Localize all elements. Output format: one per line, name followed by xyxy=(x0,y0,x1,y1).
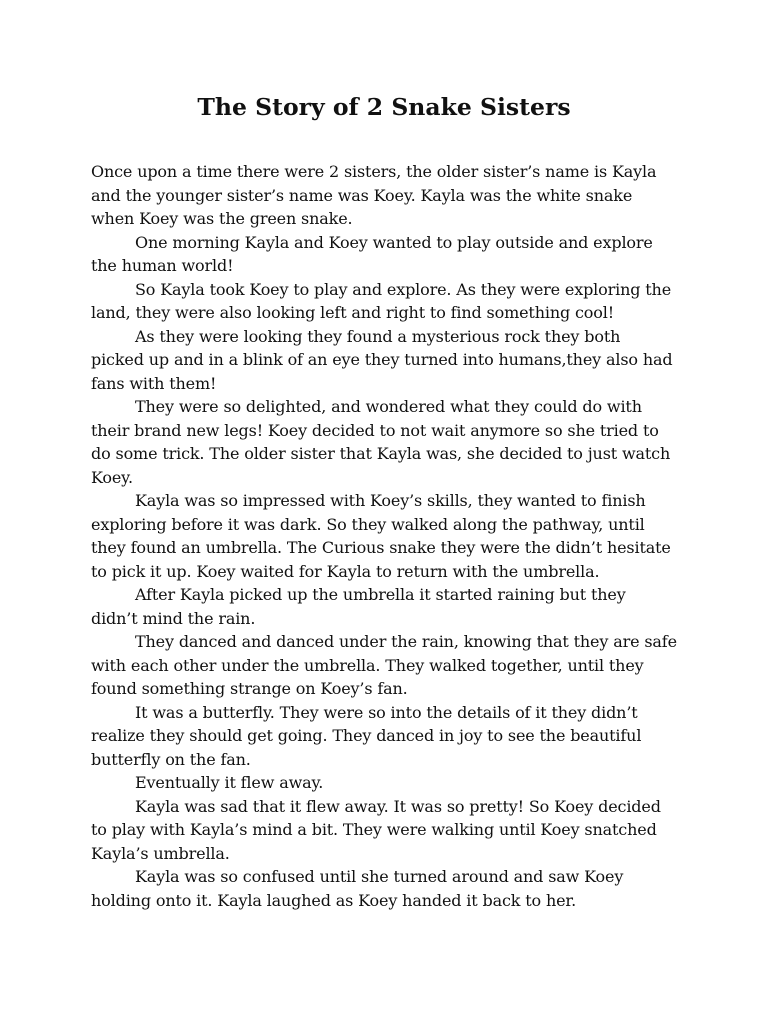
story-paragraph: So Kayla took Koey to play and explore. As they were exploring the land, they were also looking left and right to find something cool! xyxy=(91,279,672,322)
story-paragraph: After Kayla picked up the umbrella it started raining but they didn’t mind the rain. xyxy=(91,585,626,628)
story-paragraph: Kayla was so confused until she turned around and saw Koey holding onto it. Kayla laughed as Koey handed it back to her. xyxy=(91,867,624,910)
story-paragraph: Kayla was so impressed with Koey’s skills, they wanted to finish exploring before it was dark. So they walked along the pathway, until they found an umbrella. The Curious snake they were the didn’t hesitate to pick it up. Koey waited for Kayla to return with the umbrella. xyxy=(91,491,671,581)
story-paragraph: It was a butterfly. They were so into the details of it they didn’t realize they should get going. They danced in joy to see the beautiful butterfly on the fan. xyxy=(91,702,642,769)
story-paragraph: Eventually it flew away. xyxy=(135,773,324,792)
story-paragraph: Kayla was sad that it flew away. It was so pretty! So Koey decided to play with Kayla’s mind a bit. They were walking until Koey snatched Kayla’s umbrella. xyxy=(91,796,661,863)
story-paragraph: One morning Kayla and Koey wanted to play outside and explore the human world! xyxy=(91,232,653,275)
story-paragraph: As they were looking they found a mysterious rock they both picked up and in a blink of an eye they turned into humans,they also had fans with them! xyxy=(91,326,673,393)
story-paragraph: Once upon a time there were 2 sisters, the older sister’s name is Kayla and the younger sister’s name was Koey. Kayla was the white snake when Koey was the green snake. xyxy=(91,162,657,228)
story-paragraph: They were so delighted, and wondered what they could do with their brand new legs! Koey decided to not wait anymore so she tried to do some trick. The older sister that Kayla was, she decided to just watch Koey. xyxy=(91,397,671,487)
story-paragraph: They danced and danced under the rain, knowing that they are safe with each other under the umbrella. They walked together, until they found something strange on Koey’s fan. xyxy=(91,632,677,698)
story-body xyxy=(91,160,677,912)
story-title: The Story of 2 Snake Sisters xyxy=(197,93,571,121)
